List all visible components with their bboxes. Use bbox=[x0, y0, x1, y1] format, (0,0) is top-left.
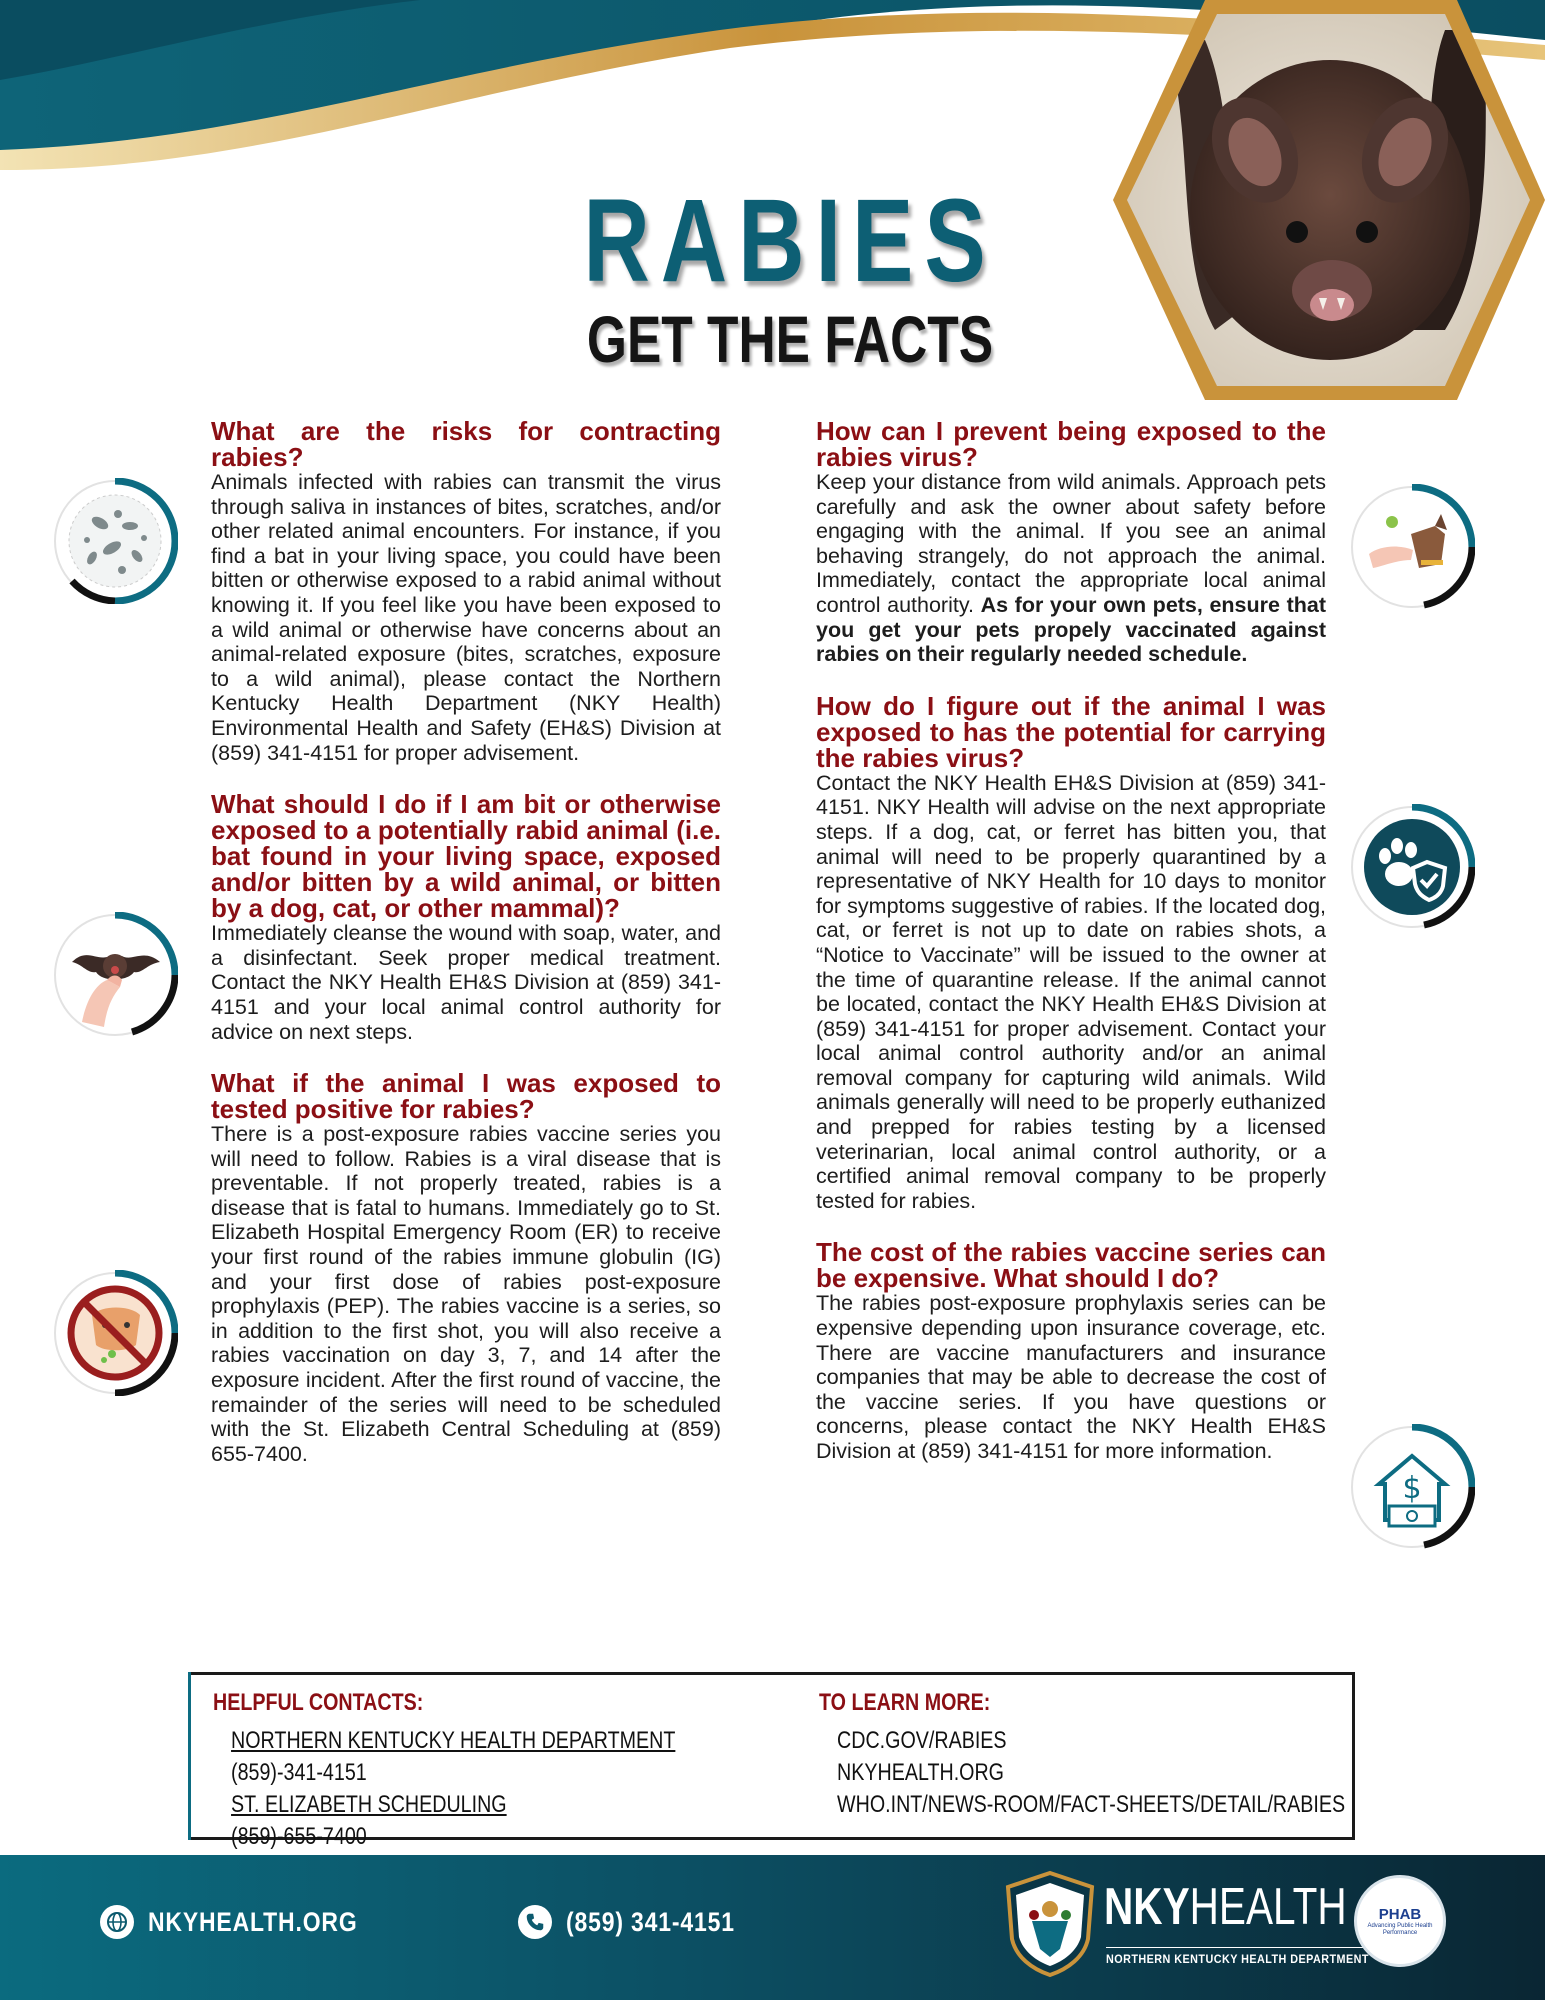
germs-icon bbox=[52, 478, 178, 604]
phab-accreditation-badge bbox=[1354, 1875, 1446, 1967]
right-column bbox=[816, 418, 1326, 1490]
answer-tested-positive: There is a post-exposure rabies vaccine series you will need to follow. Rabies is a viral disease that is preventable. If not properly treated, rabies is a disease that is fatal to humans. Immediately go to St. Elizabeth Hospital Emergency Room (ER) to receive your first round of the rabies immune globulin (IG) and your first dose of rabies post-exposure prophylaxis (PEP). The rabies vaccine is a series, so in addition to the first shot, you will also receive a rabies vaccination on day 3, 7, and 14 after the exposure incident. After the first round of vaccine, the remainder of the series will need to be scheduled with the St. Elizabeth Central Scheduling at (859) 655-7400. bbox=[211, 1122, 721, 1466]
nky-word-light: HEALTH bbox=[1189, 1878, 1347, 1936]
question-figure-out: How do I figure out if the animal I was exposed to has the potential for carrying the rabies virus? bbox=[816, 690, 1326, 773]
page-title: RABIES bbox=[583, 175, 997, 307]
paw-shield-icon bbox=[1349, 804, 1475, 930]
bat-photo bbox=[1105, 0, 1545, 420]
question-prevent: How can I prevent being exposed to the rabies virus? bbox=[816, 416, 1326, 472]
helpful-contacts-heading: HELPFUL CONTACTS: bbox=[213, 1689, 424, 1716]
learn-more-link[interactable]: CDC.GOV/RABIES bbox=[837, 1727, 1007, 1754]
left-column bbox=[211, 418, 721, 1492]
phab-label: PHAB bbox=[1378, 1905, 1422, 1923]
footer bbox=[0, 1855, 1545, 2000]
contacts-box bbox=[188, 1672, 1355, 1850]
answer-figure-out: Contact the NKY Health EH&S Division at (859) 341-4151. NKY Health will advise on the next appropriate steps. If a dog, cat, or ferret has bitten you, that animal will need to be properly quarantined by a representative of NKY Health for 10 days to monitor for symptoms suggestive of rabies. If the located dog, cat, or ferret is not up to date on rabies shots, a “Notice to Vaccinate” will be issued to the owner at the time of quarantine release. If the animal cannot be located, contact the NKY Health EH&S Division at (859) 341-4151 for proper advisement. Contact your local animal control authority and/or an animal removal company for capturing wild animals. Wild animals generally will need to be properly euthanized and prepped for rabies testing by a licensed veterinarian, local animal control authority, or a certified animal removal company to be properly tested for rabies. bbox=[816, 770, 1326, 1213]
house-dollar-icon bbox=[1349, 1424, 1475, 1550]
footer-phone[interactable] bbox=[518, 1905, 765, 1939]
page-subtitle: GET THE FACTS bbox=[586, 302, 994, 376]
learn-more-heading: TO LEARN MORE: bbox=[819, 1689, 991, 1716]
nky-word-bold: NKY bbox=[1104, 1878, 1190, 1936]
learn-more-link[interactable]: NKYHEALTH.ORG bbox=[837, 1759, 1004, 1786]
contact-st-elizabeth-link[interactable]: ST. ELIZABETH SCHEDULING bbox=[231, 1791, 507, 1818]
answer-risks: Animals infected with rabies can transmit the virus through saliva in instances of bites, scratches, and/or other related animal encounters. For instance, if you find a bat in your living space, you could have been bitten or otherwise exposed to a rabid animal without knowing it. If you feel like you have been exposed to a wild animal or otherwise have concerns about an animal-related exposure (bites, scratches, exposure to a wild animal), please contact the Northern Kentucky Health Department (NKY Health) Environmental Health and Safety (EH&S) Division at (859) 341-4151 for proper advisement. bbox=[211, 470, 721, 765]
learn-more bbox=[819, 1689, 1461, 1821]
helpful-contacts bbox=[213, 1689, 777, 1853]
footer-website[interactable] bbox=[100, 1905, 395, 1939]
answer-cost: The rabies post-exposure prophylaxis series can be expensive depending upon insurance coverage, etc. There are vaccine manufacturers and insurance companies that may be able to decrease the cost of the vaccine series. If you have questions or concerns, please contact the NKY Health EH&S Division at (859) 341-4151 for more information. bbox=[816, 1291, 1326, 1463]
no-rabid-dog-icon bbox=[52, 1270, 178, 1396]
contact-st-elizabeth-phone: (859)-655-7400 bbox=[231, 1823, 367, 1850]
phab-sublabel: Advancing Public Health Performance bbox=[1367, 1922, 1433, 1936]
contact-nky-link[interactable]: NORTHERN KENTUCKY HEALTH DEPARTMENT bbox=[231, 1727, 676, 1754]
answer-if-bitten: Immediately cleanse the wound with soap, water, and a disinfectant. Seek proper medical treatment. Contact the NKY Health EH&S Division at (859) 341-4151 and your local animal control authority for advice on next steps. bbox=[211, 921, 721, 1044]
nky-health-logo bbox=[1002, 1861, 1369, 1991]
nky-health-subtitle: NORTHERN KENTUCKY HEALTH DEPARTMENT bbox=[1106, 1947, 1369, 1966]
hand-petting-dog-icon bbox=[1349, 484, 1475, 610]
footer-phone-text: (859) 341-4151 bbox=[566, 1906, 735, 1937]
nky-health-wordmark bbox=[1104, 1878, 1347, 1936]
contact-nky-phone: (859)-341-4151 bbox=[231, 1759, 367, 1786]
question-cost: The cost of the rabies vaccine series can be expensive. What should I do? bbox=[816, 1237, 1326, 1294]
phone-icon bbox=[518, 1905, 552, 1939]
answer-prevent bbox=[816, 470, 1326, 667]
question-risks: What are the risks for contracting rabies? bbox=[211, 416, 721, 472]
bat-bite-hand-icon bbox=[52, 912, 178, 1038]
nky-shield-icon bbox=[1002, 1869, 1098, 1979]
globe-icon bbox=[100, 1905, 134, 1939]
question-if-bitten: What should I do if I am bit or otherwise exposed to a potentially rabid animal (i.e. bat found in your living space, exposed and/or bitten by a wild animal, or bitten by a dog, cat, or other mammal)? bbox=[211, 789, 721, 924]
answer-prevent-bold: As for your own pets, ensure that you get your pets propely vaccinated against rabies on their regularly needed schedule. bbox=[816, 592, 1326, 667]
footer-website-text: NKYHEALTH.ORG bbox=[148, 1906, 358, 1937]
question-tested-positive: What if the animal I was exposed to tested positive for rabies? bbox=[211, 1068, 721, 1125]
title-block bbox=[480, 175, 1100, 376]
answer-prevent-text: Keep your distance from wild animals. Approach pets carefully and ask the owner about safety before engaging with the animal. If you see an animal behaving strangely, do not approach the animal. Immediately, contact the appropriate local animal control authority. bbox=[816, 470, 1326, 617]
learn-more-link[interactable]: WHO.INT/NEWS-ROOM/FACT-SHEETS/DETAIL/RABIES bbox=[837, 1791, 1346, 1818]
svg-text:$: $ bbox=[1402, 1471, 1422, 1506]
